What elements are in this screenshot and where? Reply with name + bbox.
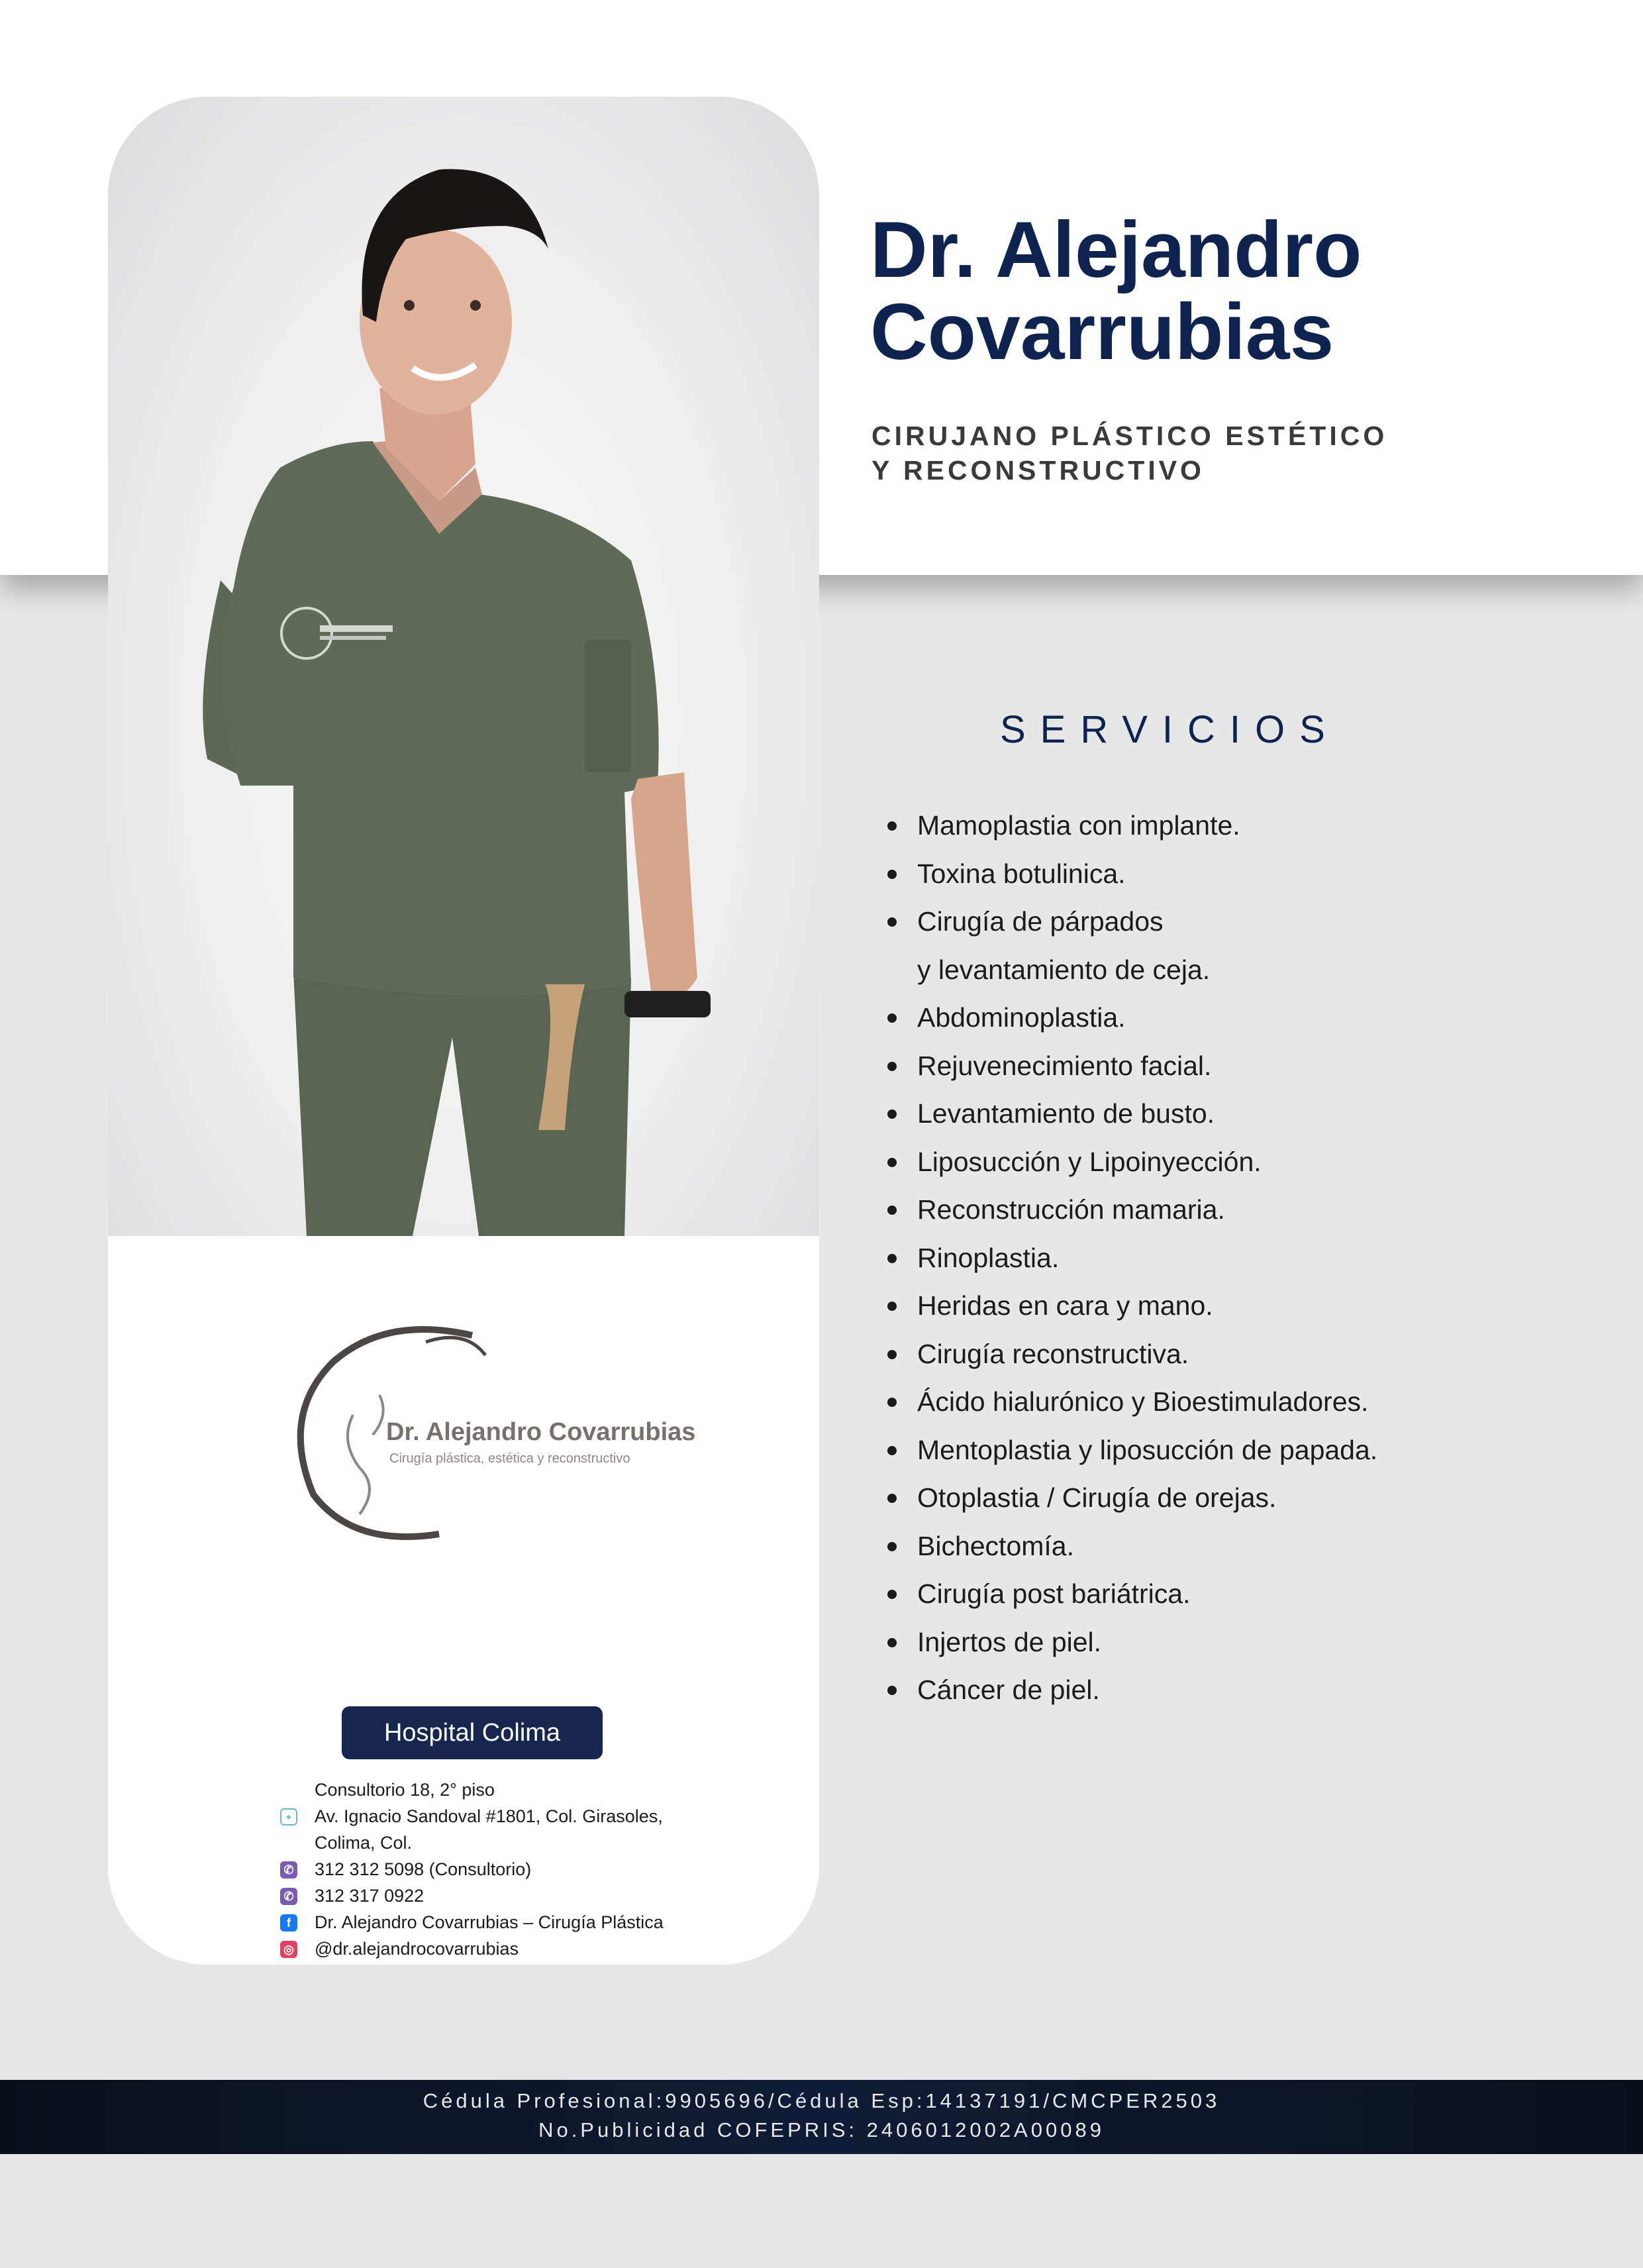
contact-info [280,1777,783,1962]
contact-phone-office[interactable]: ✆ 312 312 5098 (Consultorio) [280,1856,783,1882]
footer-cofepris: No.Publicidad COFEPRIS: 2406012002A00089 [538,2118,1105,2141]
service-item: Heridas en cara y mano. [884,1282,1377,1330]
doctor-specialty: CIRUJANO PLÁSTICO ESTÉTICO Y RECONSTRUCTIVO [871,421,1388,486]
instagram-icon: ◎ [280,1941,297,1958]
footer-cedula: Cédula Profesional:9905696/Cédula Esp:14137191/CMCPER2503 [423,2089,1220,2112]
logo-name-text: Dr. Alejandro Covarrubias [386,1418,696,1446]
hospital-colima-button[interactable]: Hospital Colima [342,1706,603,1759]
service-item: Bichectomía. [884,1522,1377,1571]
contact-address-line2: Colima, Col. [315,1833,413,1853]
services-list [884,801,1377,1714]
service-item: Abdominoplastia. [884,994,1377,1042]
doctor-portrait-illustration [108,97,819,1236]
footer-bar [0,2080,1643,2154]
doctor-name: Dr. Alejandro Covarrubias [870,205,1362,376]
card-info-section [108,1236,819,1965]
service-item: Ácido hialurónico y Bioestimuladores. [884,1378,1377,1426]
profile-card [108,97,819,1965]
service-item: Cáncer de piel. [884,1666,1377,1714]
service-item: Reconstrucción mamaria. [884,1186,1377,1234]
service-item: Injertos de piel. [884,1618,1377,1667]
service-item: Mentoplastia y liposucción de papada. [884,1426,1377,1474]
service-item: Toxina botulinica. [884,850,1377,898]
contact-phone-mobile[interactable]: ✆ 312 317 0922 [280,1882,783,1909]
service-item: Cirugía reconstructiva. [884,1330,1377,1378]
phone-icon: ✆ [280,1861,297,1879]
map-pin-icon: ⌖ [280,1808,297,1826]
service-item: Mamoplastia con implante. [884,801,1377,850]
service-item: Cirugía post bariátrica. [884,1570,1377,1618]
service-item: Rinoplastia. [884,1234,1377,1282]
phone-icon: ✆ [280,1888,297,1905]
service-item: Rejuvenecimiento facial. [884,1042,1377,1090]
service-item-continued: y levantamiento de ceja. [917,954,1211,985]
service-item: Cirugía de párpados [884,898,1377,946]
services-heading: SERVICIOS [1000,708,1340,751]
service-item: Levantamiento de busto. [884,1090,1377,1138]
doctor-photo [108,97,819,1236]
contact-facebook[interactable]: f Dr. Alejandro Covarrubias – Cirugía Plástica [280,1909,783,1935]
contact-address-line1[interactable]: ⌖ Av. Ignacio Sandoval #1801, Col. Girasoles, [280,1803,783,1830]
contact-office: Consultorio 18, 2° piso [315,1780,495,1800]
clinic-logo [274,1315,696,1554]
service-item: Otoplastia / Cirugía de orejas. [884,1474,1377,1522]
logo-tagline-text: Cirugía plástica, estética y reconstructivo [389,1451,630,1466]
facebook-icon: f [280,1914,297,1932]
contact-instagram[interactable]: ◎ @dr.alejandrocovarrubias [280,1935,783,1962]
service-item: Liposucción y Lipoinyección. [884,1138,1377,1186]
